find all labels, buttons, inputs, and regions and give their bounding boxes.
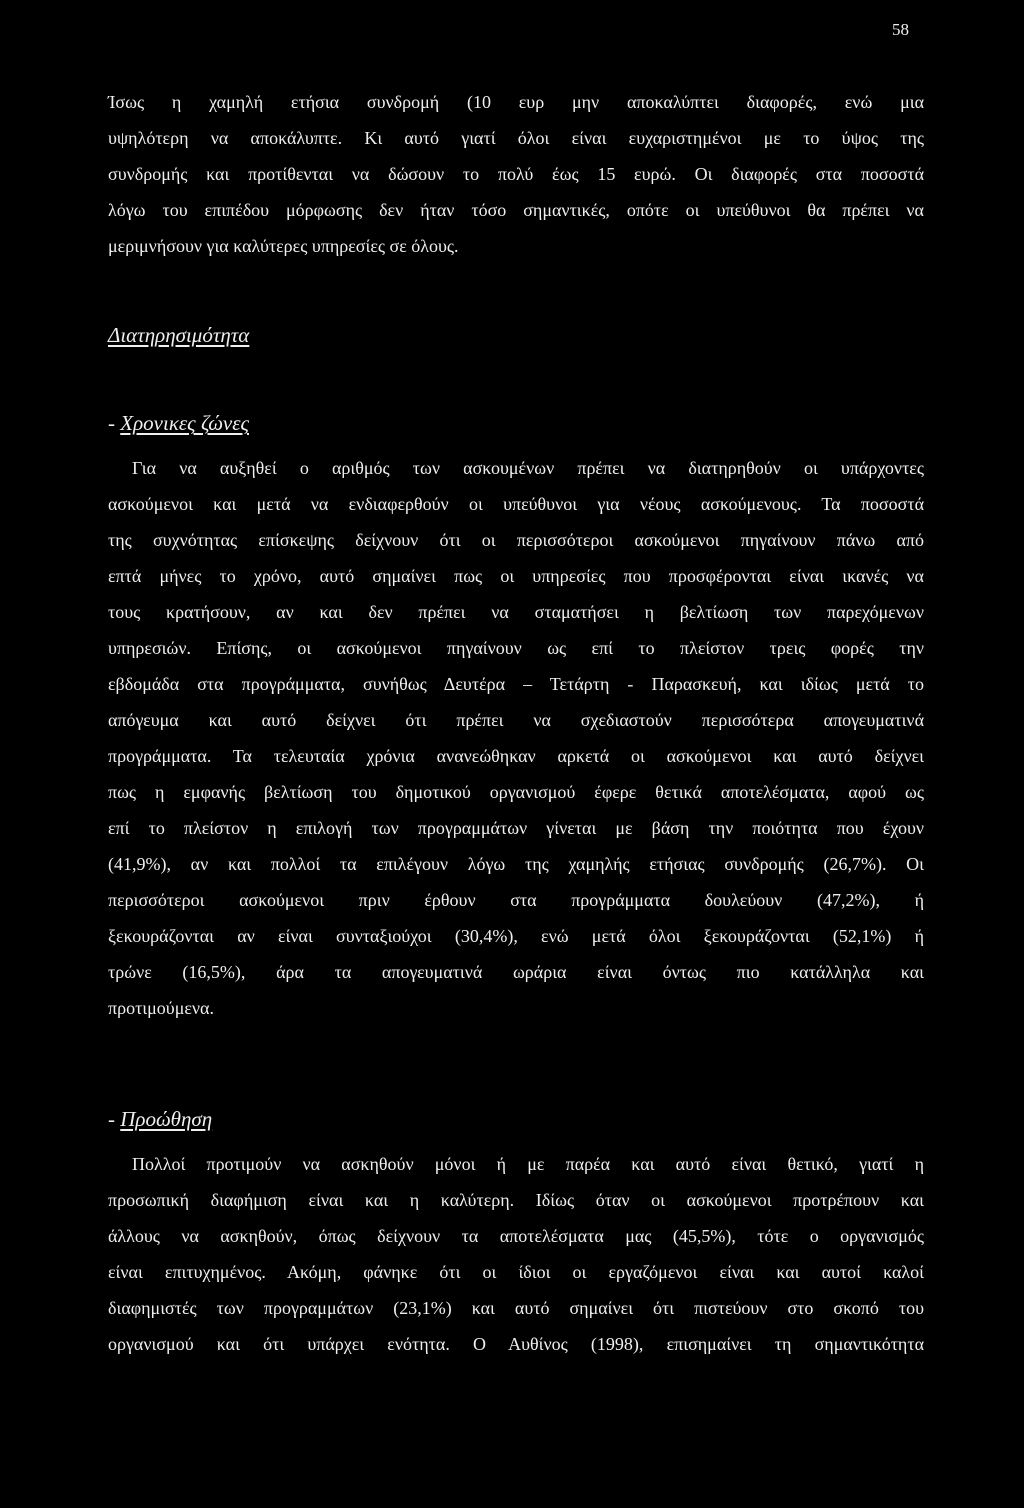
time-zones-paragraph — [108, 450, 924, 1026]
paragraph-line: απόγευμα και αυτό δείχνει ότι πρέπει να σχεδιαστούν περισσότερα απογευματινά — [108, 710, 924, 730]
paragraph-line: άλλους να ασκηθούν, όπως δείχνουν τα αποτελέσματα μας (45,5%), τότε ο οργανισμός — [108, 1226, 924, 1246]
page-number: 58 — [892, 20, 909, 39]
heading-dash: - — [108, 411, 121, 435]
paragraph-line: της συχνότητας επίσκεψης δείχνουν ότι οι περισσότεροι ασκούμενοι πηγαίνουν πάνω από — [108, 530, 924, 550]
subsection-title: Χρονικες ζώνες — [120, 411, 250, 435]
paragraph-line: μεριμνήσουν για καλύτερες υπηρεσίες σε όλους. — [108, 236, 459, 256]
paragraph-line: πως η εμφανής βελτίωση του δημοτικού οργανισμού έφερε θετικά αποτελέσματα, αφού ως — [108, 782, 924, 802]
paragraph-line: επί το πλείστον η επιλογή των προγραμμάτων γίνεται με βάση την ποιότητα που έχουν — [108, 818, 924, 838]
subsection-title: Προώθηση — [120, 1107, 213, 1131]
paragraph-line: επτά μήνες το χρόνο, αυτό σημαίνει πως οι υπηρεσίες που προσφέρονται είναι ικανές να — [108, 566, 924, 586]
heading-dash: - — [108, 1107, 121, 1131]
paragraph-line: προτιμούμενα. — [108, 998, 214, 1018]
paragraph-line: οργανισμού και ότι υπάρχει ενότητα. Ο Αυθίνος (1998), επισημαίνει τη σημαντικότητα — [108, 1334, 924, 1354]
paragraph-line: ασκούμενοι και μετά να ενδιαφερθούν οι υπεύθυνοι για νέους ασκούμενους. Τα ποσοστά — [108, 494, 924, 514]
subsection-heading-time-zones — [108, 410, 249, 436]
paragraph-line: Για να αυξηθεί ο αριθμός των ασκουμένων πρέπει να διατηρηθούν οι υπάρχοντες — [132, 458, 924, 478]
section-heading — [108, 322, 249, 348]
paragraph-line: υπηρεσιών. Επίσης, οι ασκούμενοι πηγαίνουν ως επί το πλείστον τρεις φορές την — [108, 638, 924, 658]
paragraph-line: τους κρατήσουν, αν και δεν πρέπει να σταματήσει η βελτίωση των παρεχόμενων — [108, 602, 924, 622]
paragraph-line: λόγω του επιπέδου μόρφωσης δεν ήταν τόσο σημαντικές, οπότε οι υπεύθυνοι θα πρέπει να — [108, 200, 924, 220]
paragraph-line: συνδρομής και προτίθενται να δώσουν το πολύ έως 15 ευρώ. Οι διαφορές στα ποσοστά — [108, 164, 924, 184]
promotion-paragraph — [108, 1146, 924, 1362]
paragraph-line: ξεκουράζονται αν είναι συνταξιούχοι (30,4%), ενώ μετά όλοι ξεκουράζονται (52,1%) ή — [108, 926, 924, 946]
paragraph-line: υψηλότερη να αποκάλυπτε. Κι αυτό γιατί όλοι είναι ευχαριστημένοι με το ύψος της — [108, 128, 924, 148]
paragraph-line: τρώνε (16,5%), άρα τα απογευματινά ωράρια είναι όντως πιο κατάλληλα και — [108, 962, 924, 982]
paragraph-line: διαφημιστές των προγραμμάτων (23,1%) και αυτό σημαίνει ότι πιστεύουν στο σκοπό του — [108, 1298, 924, 1318]
paragraph-line: περισσότεροι ασκούμενοι πριν έρθουν στα προγράμματα δουλεύουν (47,2%), ή — [108, 890, 924, 910]
section-heading-label: Διατηρησιμότητα — [108, 323, 250, 347]
paragraph-line: Ίσως η χαμηλή ετήσια συνδρομή (10 ευρ μην αποκαλύπτει διαφορές, ενώ μια — [108, 92, 924, 112]
paragraph-line: είναι επιτυχημένος. Ακόμη, φάνηκε ότι οι ίδιοι οι εργαζόμενοι είναι και αυτοί καλοί — [108, 1262, 924, 1282]
subsection-heading-promotion — [108, 1106, 212, 1132]
paragraph-line: (41,9%), αν και πολλοί τα επιλέγουν λόγω της χαμηλής ετήσιας συνδρομής (26,7%). Οι — [108, 854, 924, 874]
paragraph-line: προσωπική διαφήμιση είναι και η καλύτερη. Ιδίως όταν οι ασκούμενοι προτρέπουν και — [108, 1190, 924, 1210]
intro-paragraph — [108, 84, 924, 264]
paragraph-line: προγράμματα. Τα τελευταία χρόνια ανανεώθηκαν αρκετά οι ασκούμενοι και αυτό δείχνει — [108, 746, 924, 766]
paragraph-line: Πολλοί προτιμούν να ασκηθούν μόνοι ή με παρέα και αυτό είναι θετικό, γιατί η — [132, 1154, 924, 1174]
paragraph-line: εβδομάδα στα προγράμματα, συνήθως Δευτέρα – Τετάρτη - Παρασκευή, και ιδίως μετά το — [108, 674, 924, 694]
